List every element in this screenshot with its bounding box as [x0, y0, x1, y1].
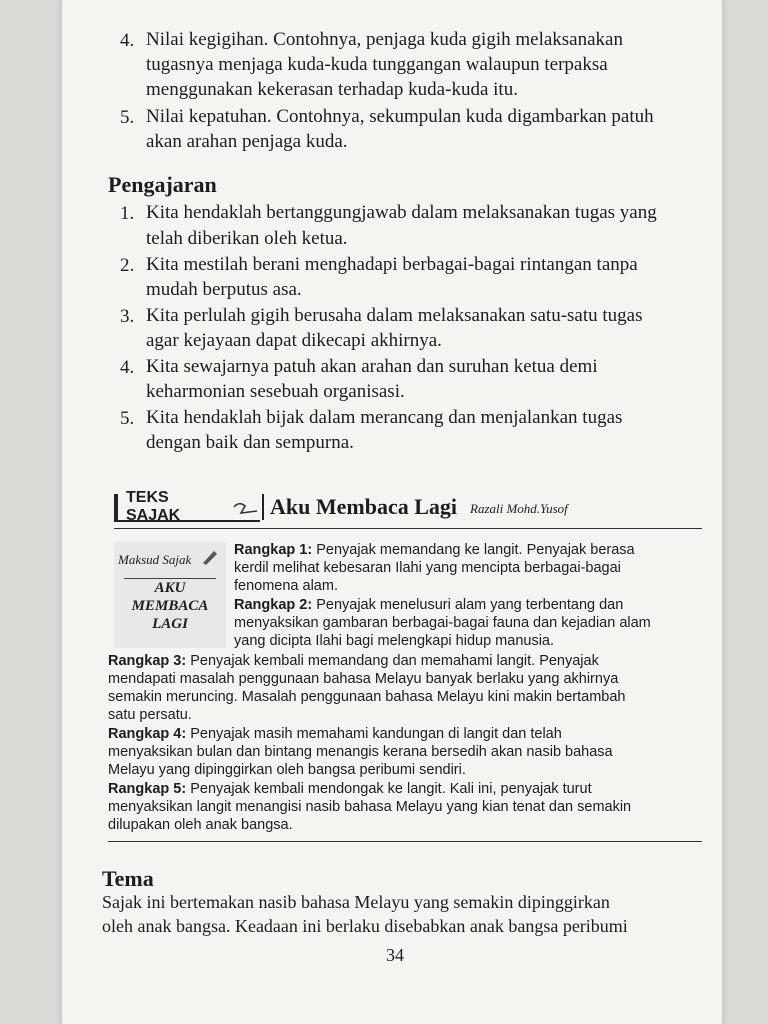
pengajaran-1-number: 1.	[120, 203, 135, 224]
nilai-5-number: 5.	[120, 107, 135, 128]
teks-sajak-label	[114, 489, 260, 524]
pengajaran-4-line-1: Kita sewajarnya patuh akan arahan dan suruhan ketua demi	[146, 356, 598, 377]
maksud-sajak-box	[114, 542, 226, 648]
pengajaran-2-line-2: mudah berputus asa.	[146, 279, 302, 300]
page-number: 34	[386, 945, 404, 965]
poem-title: Aku Membaca Lagi	[270, 494, 457, 519]
tema-heading: Tema	[102, 866, 154, 891]
rangkap-5-label: Rangkap 5:	[108, 781, 187, 797]
pengajaran-5-line-2: dengan baik dan sempurna.	[146, 432, 354, 453]
rangkap-5-line-2: menyaksikan langit menangisi nasib bahasa Melayu yang kian tenat dan semakin	[108, 799, 632, 815]
pengajaran-2-number: 2.	[120, 255, 135, 276]
pengajaran-3-number: 3.	[120, 306, 135, 327]
rangkap-1-line-3: fenomena alam.	[234, 578, 338, 594]
maksud-title-line-3: LAGI	[152, 616, 188, 632]
rangkap-1-label: Rangkap 1:	[234, 542, 313, 558]
section-top-rule	[114, 528, 702, 529]
rangkap-3-line-4: satu persatu.	[108, 707, 192, 723]
pengajaran-4-line-2: keharmonian sesebuah organisasi.	[146, 381, 405, 402]
rangkap-5-line-1	[108, 780, 592, 798]
rangkap-1-line-2: kerdil melihat kebesaran Ilahi yang mencipta berbagai-bagai	[234, 560, 621, 576]
pengajaran-1-line-1: Kita hendaklah bertanggungjawab dalam melaksanakan tugas yang	[146, 202, 657, 223]
nilai-4-line-1: Nilai kegigihan. Contohnya, penjaga kuda gigih melaksanakan	[146, 29, 623, 50]
maksud-title-line-2: MEMBACA	[131, 598, 209, 614]
rangkap-2-line-2: menyaksikan gambaran berbagai-bagai fauna dan kejadian alam	[234, 615, 651, 631]
section-bottom-rule	[108, 841, 702, 842]
rangkap-3-label: Rangkap 3:	[108, 653, 187, 669]
maksud-title-line-1: AKU	[154, 580, 186, 596]
pengajaran-4-number: 4.	[120, 357, 135, 378]
rangkap-5-line-3: dilupakan oleh anak bangsa.	[108, 817, 293, 833]
title-divider	[262, 494, 264, 520]
pengajaran-heading: Pengajaran	[108, 172, 217, 197]
pengajaran-2-line-1: Kita mestilah berani menghadapi berbagai-bagai rintangan tanpa	[146, 254, 638, 275]
rangkap-2-line-1	[234, 596, 623, 614]
rangkap-4-label: Rangkap 4:	[108, 726, 187, 742]
nilai-5-line-2: akan arahan penjaga kuda.	[146, 131, 348, 152]
pengajaran-5-line-1: Kita hendaklah bijak dalam merancang dan menjalankan tugas	[146, 407, 623, 428]
tema-line-2: oleh anak bangsa. Keadaan ini berlaku disebabkan anak bangsa peribumi	[102, 916, 628, 936]
rangkap-1-line-1	[234, 541, 635, 559]
poem-author: Razali Mohd.Yusof	[470, 501, 568, 516]
maksud-rule-top	[124, 578, 216, 579]
rangkap-3-line-1	[108, 652, 599, 670]
nilai-4-line-3: menggunakan kekerasan terhadap kuda-kuda itu.	[146, 79, 518, 100]
pengajaran-3-line-2: agar kejayaan dapat dikecapi akhirnya.	[146, 330, 442, 351]
nilai-4-number: 4.	[120, 30, 135, 51]
rangkap-3-text-1: Penyajak kembali memandang dan memahami langit. Penyajak	[190, 653, 599, 669]
rangkap-5-text-1: Penyajak kembali mendongak ke langit. Kali ini, penyajak turut	[190, 781, 592, 797]
rangkap-2-line-3: yang dicipta Ilahi bagi melengkapi hidup manusia.	[234, 633, 555, 649]
nilai-4-line-2: tugasnya menjaga kuda-kuda tunggangan walaupun terpaksa	[146, 54, 608, 75]
nilai-5-line-1: Nilai kepatuhan. Contohnya, sekumpulan kuda digambarkan patuh	[146, 106, 654, 127]
rangkap-4-line-3: Melayu yang dipinggirkan oleh bangsa peribumi sendiri.	[108, 762, 466, 778]
teks-sajak-label-text: TEKS SAJAK	[126, 489, 181, 524]
pengajaran-5-number: 5.	[120, 408, 135, 429]
checkmark-icon	[231, 497, 260, 517]
rangkap-3-line-3: semakin meruncing. Masalah penggunaan bahasa Melayu kini makin bertambah	[108, 689, 626, 705]
rangkap-4-line-1	[108, 725, 562, 743]
pengajaran-3-line-1: Kita perlulah gigih berusaha dalam melaksanakan satu-satu tugas	[146, 305, 643, 326]
pen-icon	[200, 548, 220, 566]
maksud-sajak-label: Maksud Sajak	[118, 552, 192, 567]
rangkap-2-label: Rangkap 2:	[234, 597, 313, 613]
pengajaran-1-line-2: telah diberikan oleh ketua.	[146, 228, 348, 249]
rangkap-1-text-1: Penyajak memandang ke langit. Penyajak berasa	[316, 542, 635, 558]
rangkap-4-text-1: Penyajak masih memahami kandungan di langit dan telah	[190, 726, 562, 742]
tema-line-1: Sajak ini bertemakan nasib bahasa Melayu yang semakin dipinggirkan	[102, 892, 610, 912]
book-page	[62, 0, 722, 1024]
rangkap-3-line-2: mendapati masalah penggunaan bahasa Melayu banyak berlaku yang akhirnya	[108, 671, 619, 687]
rangkap-2-text-1: Penyajak menelusuri alam yang terbentang dan	[316, 597, 624, 613]
rangkap-4-line-2: menyaksikan bulan dan bintang menangis kerana bersedih akan nasib bahasa	[108, 744, 613, 760]
